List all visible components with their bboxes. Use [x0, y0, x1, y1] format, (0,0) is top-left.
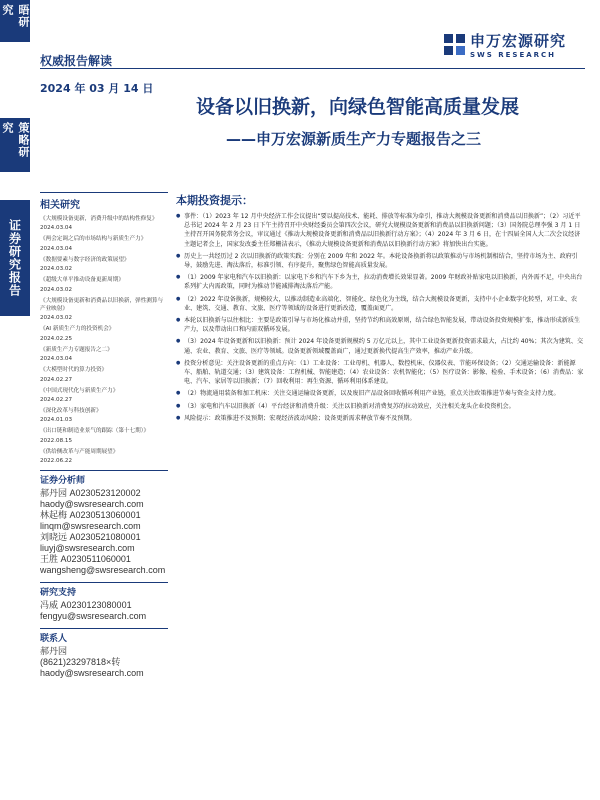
analyst-line: 林起梅 A0230513060001: [40, 510, 141, 521]
side-tag-1: 晤研究: [0, 0, 30, 42]
summary-paragraph: ● （2）物流通用装备和加工机床：关注交通运输设备更新，以及废旧产品设备回收循环利用产业链，重点关注政策推进节奏与资金支持力度。: [176, 389, 586, 398]
side-strip: [0, 0, 30, 800]
related-item[interactable]: 《两会定调之后的市场结构与新质生产力》: [40, 236, 147, 243]
related-item[interactable]: 《深化改革与科技创新》: [40, 408, 102, 415]
header-divider: [40, 68, 585, 69]
analyst-email[interactable]: liuyj@swsresearch.com: [40, 543, 135, 554]
liaison-name: 郝丹园: [40, 646, 68, 657]
analyst-line: 郝丹园 A0230523120002: [40, 488, 141, 499]
brand-name-en: SWS RESEARCH: [470, 51, 557, 59]
analyst-line: 王胜 A0230511060001: [40, 554, 131, 565]
related-date: 2024.02.27: [40, 397, 73, 404]
related-item[interactable]: 《中国式现代化与新质生产力》: [40, 387, 119, 394]
summary-paragraph: ● （1）2009 年家电和汽车以旧换新：以家电下乡和汽车下乡为主，拉动消费增长效果显著。2009 年财政补贴家电以旧换新，内外需不足，中央出台系列扩大内需政策，同时为推动节能减排淘汰落后产能。: [176, 273, 586, 291]
side-tag-2: 策略研究: [0, 118, 30, 172]
related-item[interactable]: 《大模型时代的算力投资》: [40, 367, 108, 374]
related-date: 2024.01.03: [40, 417, 73, 424]
summary-heading: 本期投资提示：: [176, 194, 253, 207]
summary-paragraph: ● 投资分析意见：关注设备更新的重点方向：（1）工业设备：工业母机、机器人、数控机床、仪器仪表、节能环保设备；（2）交通运输设备：新能源车、船舶、轨道交通；（3）建筑设备：工程机械、智能建造；（4）农业设备：农机智能化；（5）医疗设备：影像、检验、手术设备；（6）消费品：家电、汽车、家居等以旧换新；（7）回收利用：再生资源、循环利用体系建设。: [176, 359, 586, 387]
related-item[interactable]: 《供给侧改革与产能周期展望》: [40, 448, 119, 455]
left-column: [40, 192, 168, 679]
related-item[interactable]: 《超级大单平推动设备更新周期》: [40, 277, 124, 284]
liaison-heading: 联系人: [40, 628, 168, 644]
page-title: 设备以旧换新，向绿色智能高质量发展: [196, 96, 520, 118]
analyst-line: 刘晓远 A0230521080001: [40, 532, 141, 543]
related-item[interactable]: 《大规模设备更新和消费品以旧换新，弹性测算与产业映射》: [40, 297, 164, 313]
summary-paragraph: ● 事件：（1）2023 年 12 月中央经济工作会议提出“要以提高技术、能耗、排放等标准为牵引，推动大规模设备更新和消费品以旧换新”；（2）习近平总书记 2024 年 2 月 23 日下午主持召开中央财经委员会第四次会议，研究大规模设备更新和消费品以旧换新问题；（3）国务院总理李强 3 月 1 日主持召开国务院常务会议，审议通过《推动大规模设备更新和消费品以旧换新行动方案》；（4）2024 年 3 月 6 日，在十四届全国人大二次会议经济主题记者会上，国家发改委主任郑栅洁表示，《推动大规模设备更新和消费品以旧换新行动方案》将加快出台实施。: [176, 212, 586, 249]
analyst-list: [40, 488, 168, 576]
summary-paragraph: ● 历史上一共经历过 2 次以旧换新的政策实践：分别在 2009 年和 2022 年。本轮设备换新将以政策推动与市场机制相结合，坚持市场为主、政府引导，鼓励先进、淘汰落后，标准引领、有序提升，聚焦绿色智能高质量发展。: [176, 252, 586, 270]
related-date: 2024.03.02: [40, 315, 73, 322]
related-item[interactable]: 《大规模设备更新，消费升级中的结构性修复》: [40, 216, 158, 222]
related-heading: 相关研究: [40, 192, 168, 211]
doc-date: 2024 年 03 月 14 日: [40, 82, 154, 95]
liaison-email[interactable]: haody@swsresearch.com: [40, 668, 144, 679]
doc-type: 权威报告解读: [40, 54, 113, 68]
related-date: 2024.03.02: [40, 266, 73, 273]
related-date: 2024.03.04: [40, 356, 73, 363]
summary-paragraph: ● （3）2024 年设备更新和以旧换新：预计 2024 年设备更新规模约 5 万亿元以上，其中工业设备更新投资需求最大，占比约 40%；其次为建筑、交通、农业、教育、文旅、医疗等领域。设备更新领域覆盖面广，通过更新换代提高生产效率，推动产业升级。: [176, 337, 586, 355]
related-date: 2024.02.27: [40, 376, 73, 383]
page-subtitle: ——申万宏源新质生产力专题报告之三: [226, 130, 482, 148]
support-heading: 研究支持: [40, 582, 168, 598]
related-date: 2024.03.02: [40, 286, 73, 293]
liaison-phone: (8621)23297818×转: [40, 657, 121, 668]
related-date: 2024.02.25: [40, 335, 73, 342]
summary-paragraph: ● 风险提示：政策推进不及预期；宏观经济波动风险；设备更新需求释放节奏不及预期。: [176, 414, 586, 423]
analyst-email[interactable]: wangsheng@swsresearch.com: [40, 565, 166, 576]
related-item[interactable]: 《出口链和制造业景气的跟踪（第十七期）》: [40, 428, 150, 435]
brand-logo: [444, 30, 566, 59]
related-date: 2024.03.04: [40, 225, 73, 232]
summary-column: [176, 192, 586, 426]
summary-paragraph: ● （3）家电和汽车以旧换新（4）平台经济和消费升级：关注以旧换新对消费复苏的拉动效应，关注相关龙头企业投资机会。: [176, 402, 586, 411]
brand-mark-icon: [444, 34, 466, 56]
support-email[interactable]: fengyu@swsresearch.com: [40, 611, 147, 622]
summary-paragraph: ● 本轮以旧换新与以往相比：主要是政策引导与市场化推动并重，坚持节约和高效原则，结合绿色智能发展，带动设备投资规模扩张，推动形成新质生产力，以及带动出口和内需双循环发展。: [176, 316, 586, 334]
related-date: 2022.08.15: [40, 437, 73, 444]
brand-name-cn: 申万宏源研究: [470, 33, 567, 50]
summary-paragraph: ● （2）2022 年设备换新，规模较大，以推动制造业高端化、智能化、绿色化为主线，结合大规模设备更新，支持中小企业数字化转型，对工业、农业、建筑、交通、教育、文旅、医疗等领域的设备进行更新改造，覆盖面更广。: [176, 295, 586, 313]
related-date: 2022.06.22: [40, 458, 73, 465]
analyst-email[interactable]: linqm@swsresearch.com: [40, 521, 141, 532]
analyst-email[interactable]: haody@swsresearch.com: [40, 499, 144, 510]
related-list: [40, 215, 168, 464]
support-line: 冯威 A0230123080001: [40, 600, 132, 611]
related-item[interactable]: 《AI 新质生产力的投资机会》: [40, 326, 115, 333]
related-item[interactable]: 《数据要素与数字经济的政策展望》: [40, 256, 130, 263]
related-date: 2024.03.04: [40, 245, 73, 252]
analysts-heading: 证券分析师: [40, 470, 168, 486]
side-tag-3: 证券研究报告: [0, 200, 30, 316]
related-item[interactable]: 《新质生产力专题报告之二》: [40, 346, 113, 353]
